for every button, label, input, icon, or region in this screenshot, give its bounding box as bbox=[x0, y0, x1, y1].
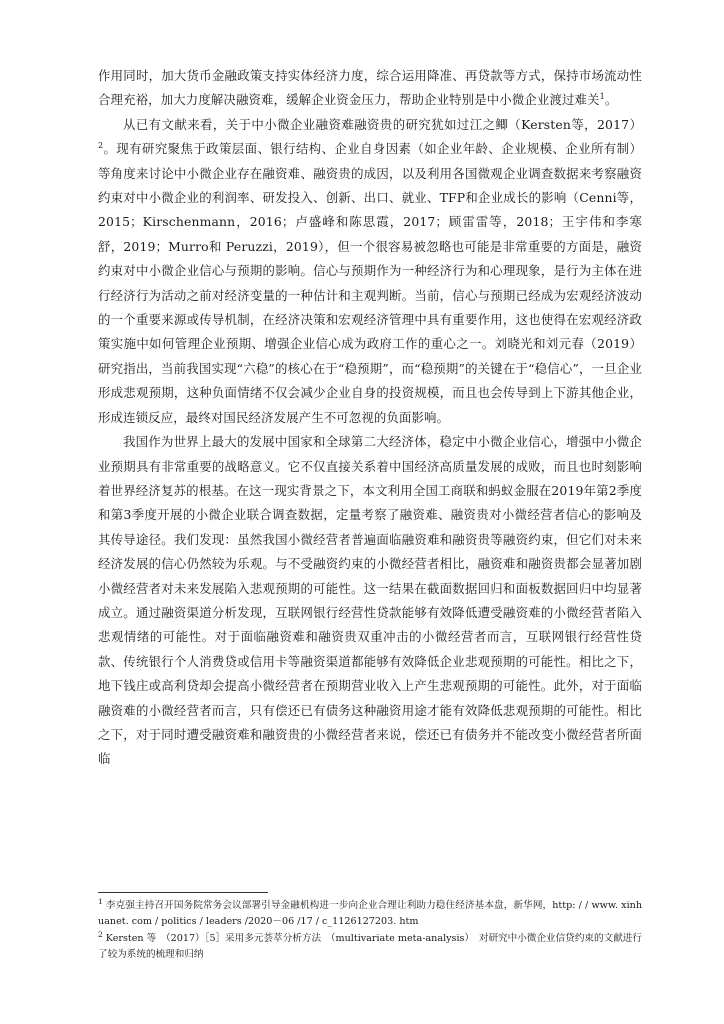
footnote-1 bbox=[98, 898, 642, 929]
footnote-mark: 1 bbox=[98, 896, 103, 906]
footnote-text: 李克强主持召开国务院常务会议部署引导金融机构进一步向企业合理让利助力稳住经济基本盘，新华网，http: / / www. xinhuanet. com / politics / leaders /2020－06 /17 / c_1126127203. htm bbox=[98, 900, 642, 927]
footnote-2 bbox=[98, 931, 642, 962]
paragraph-tail: 。现有研究聚焦于政策层面、银行结构、企业自身因素（如企业年龄、企业规模、企业所有制）等角度来讨论中小微企业存在融资难、融资贵的成因，以及利用各国微观企业调查数据来考察融资约束对中小微企业的利润率、研发投入、创新、出口、就业、TFP和企业成长的影响（Cenni等，2015；Kirschenmann，2016；卢盛峰和陈思霞，2017；顾雷雷等，2018；王宇伟和李寒舒，2019；Murro和 Peruzzi，2019），但一个很容易被忽略也可能是非常重要的方面是，融资约束对中小微企业信心与预期的影响。信心与预期作为一种经济行为和心理现象，是行为主体在进行经济行为活动之前对经济变量的一种估计和主观判断。当前，信心与预期已经成为宏观经济波动的一个重要来源或传导机制，在经济决策和宏观经济管理中具有重要作用，这也使得在宏观经济政策实施中如何管理企业预期、增强企业信心成为政府工作的重心之一。刘晓光和刘元春（2019）研究指出，当前我国实现“六稳”的核心在于“稳预期”，而“稳预期”的关键在于“稳信心”，一旦企业形成悲观预期，这种负面情绪不仅会减少企业自身的投资规模，而且也会传导到上下游其他企业，形成连锁反应，最终对国民经济发展产生不可忽视的负面影响。 bbox=[98, 141, 642, 425]
paragraph-text: 作用同时，加大货币金融政策支持实体经济力度，综合运用降准、再贷款等方式，保持市场流动性合理充裕，加大力度解决融资难，缓解企业资金压力，帮助企业特别是中小微企业渡过难关 bbox=[98, 68, 642, 108]
paragraph-2 bbox=[98, 113, 642, 430]
paragraph-3 bbox=[98, 430, 642, 772]
paragraph-text: 从已有文献来看，关于中小微企业融资难融资贵的研究犹如过江之鲫（Kersten等，2017） bbox=[123, 116, 642, 132]
footnotes bbox=[98, 898, 642, 964]
footnote-ref-2[interactable]: 2 bbox=[98, 141, 104, 151]
paragraph-text: 我国作为世界上最大的发展中国家和全球第二大经济体，稳定中小微企业信心，增强中小微企业预期具有非常重要的战略意义。它不仅直接关系着中国经济高质量发展的成败，而且也时刻影响着世界经济复苏的根基。在这一现实背景之下，本文利用全国工商联和蚂蚁金服在2019年第2季度和第3季度开展的小微企业联合调查数据，定量考察了融资难、融资贵对小微经营者信心的影响及其传导途径。我们发现：虽然我国小微经营者普遍面临融资难和融资贵等融资约束，但它们对未来经济发展的信心仍然较为乐观。与不受融资约束的小微经营者相比，融资难和融资贵都会显著加剧小微经营者对未来发展陷入悲观预期的可能性。这一结果在截面数据回归和面板数据回归中均显著成立。通过融资渠道分析发现，互联网银行经营性贷款能够有效降低遭受融资难的小微经营者陷入悲观情绪的可能性。对于面临融资难和融资贵双重冲击的小微经营者而言，互联网银行经营性贷款、传统银行个人消费贷或信用卡等融资渠道都能够有效降低企业悲观预期的可能性。相比之下，地下钱庄或高利贷却会提高小微经营者在预期营业收入上产生悲观预期的可能性。此外，对于面临融资难的小微经营者而言，只有偿还已有债务这种融资用途才能有效降低悲观预期的可能性。相比之下，对于同时遭受融资难和融资贵的小微经营者来说，偿还已有债务并不能改变小微经营者所面临 bbox=[98, 434, 642, 767]
footnote-mark: 2 bbox=[98, 929, 103, 939]
footnote-divider bbox=[98, 892, 268, 893]
paragraph-tail: 。 bbox=[604, 92, 618, 108]
footnote-ref-1[interactable]: 1 bbox=[599, 92, 605, 102]
paragraph-1 bbox=[98, 64, 642, 113]
footnote-text: Kersten 等 （2017）［5］采用多元荟萃分析方法 （multivariate meta-analysis） 对研究中小微企业信贷约束的文献进行了较为系统的梳理和归纳 bbox=[98, 933, 642, 960]
main-text bbox=[98, 64, 642, 772]
